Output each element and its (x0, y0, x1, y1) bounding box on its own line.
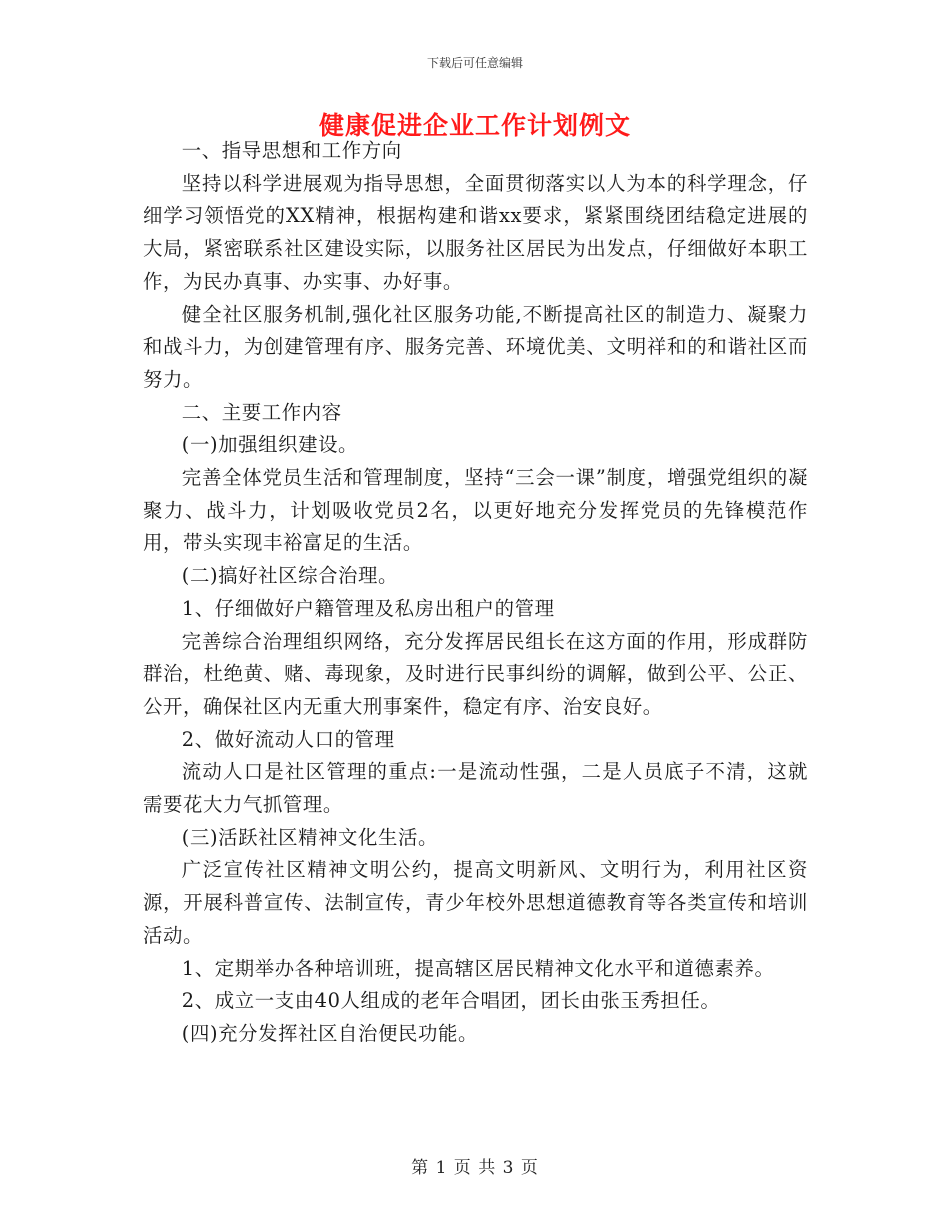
paragraph: 完善全体党员生活和管理制度，坚持“三会一课”制度，增强党组织的凝聚力、战斗力，计划吸收党员2名，以更好地充分发挥党员的先锋模范作用，带头实现丰裕富足的生活。 (143, 466, 808, 555)
subsection-heading: (一)加强组织建设。 (181, 433, 359, 457)
list-item: 1、仔细做好户籍管理及私房出租户的管理 (181, 596, 555, 620)
section-heading: 一、指导思想和工作方向 (181, 139, 402, 162)
paragraph: 健全社区服务机制,强化社区服务功能,不断提高社区的制造力、凝聚力和战斗力，为创建管理有序、服务完善、环境优美、文明祥和的和谐社区而努力。 (143, 302, 808, 391)
section-heading: 二、主要工作内容 (181, 400, 342, 424)
list-item: 2、做好流动人口的管理 (181, 727, 395, 751)
list-item: 2、成立一支由40人组成的老年合唱团，团长由张玉秀担任。 (181, 989, 721, 1013)
paragraph: 完善综合治理组织网络，充分发挥居民组长在这方面的作用，形成群防群治，杜绝黄、赌、毒现象，及时进行民事纠纷的调解，做到公平、公正、公开，确保社区内无重大刑事案件，稳定有序、治安良好。 (143, 629, 808, 718)
paragraph: 广泛宣传社区精神文明公约，提高文明新风、文明行为，利用社区资源，开展科普宣传、法制宣传，青少年校外思想道德教育等各类宣传和培训活动。 (143, 858, 808, 947)
header-note: 下载后可任意编辑 (426, 56, 523, 70)
paragraph: 坚持以科学进展观为指导思想，全面贯彻落实以人为本的科学理念，仔细学习领悟党的XX精神，根据构建和谐xx要求，紧紧围绕团结稳定进展的大局，紧密联系社区建设实际，以服务社区居民为出发点，仔细做好本职工作，为民办真事、办实事、办好事。 (143, 171, 808, 293)
subsection-heading: (二)搞好社区综合治理。 (181, 564, 399, 588)
subsection-heading: (三)活跃社区精神文化生活。 (181, 825, 439, 849)
list-item: 1、定期举办各种培训班，提高辖区居民精神文化水平和道德素养。 (181, 956, 775, 980)
page-number-footer: 第 1 页 共 3 页 (411, 1158, 539, 1178)
subsection-heading: (四)充分发挥社区自治便民功能。 (181, 1021, 478, 1045)
document-body (143, 135, 808, 1051)
document-title: 健康促进企业工作计划例文 (318, 111, 631, 140)
paragraph: 流动人口是社区管理的重点:一是流动性强，二是人员底子不清，这就需要花大力气抓管理。 (143, 760, 808, 817)
